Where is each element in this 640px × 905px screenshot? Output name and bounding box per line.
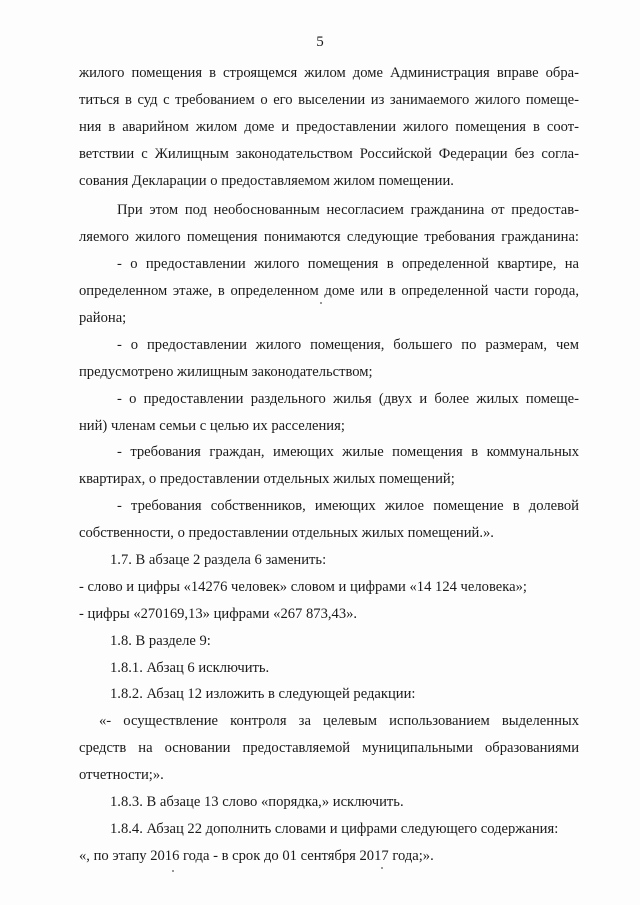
clause-line: - цифры «270169,13» цифрами «267 873,43».	[79, 605, 358, 622]
clause-line: 1.8.4. Абзац 22 дополнить словами и цифрами следующего содержания:	[110, 820, 559, 837]
list-item-line: - требования граждан, имеющих жилые помещения в коммунальных	[117, 444, 579, 461]
document-body	[79, 60, 579, 870]
clause-line: - слово и цифры «14276 человек» словом и цифрами «14 124 человека»;	[79, 578, 527, 595]
list-item-line: ний) членам семьи с целью их расселения;	[79, 417, 345, 434]
quote-line: отчетности;».	[79, 767, 164, 784]
paragraph-line: ляемого жилого помещения понимаются следующие требования гражданина:	[79, 229, 579, 246]
clause-line: 1.8.2. Абзац 12 изложить в следующей редакции:	[110, 686, 416, 703]
paragraph-line: ния в аварийном жилом доме и предоставлении жилого помещения в соот-	[79, 118, 579, 135]
paragraph-line: При этом под необоснованным несогласием гражданина от предостав-	[117, 202, 579, 219]
clause-line: 1.8.3. В абзаце 13 слово «порядка,» исключить.	[110, 794, 404, 811]
list-item-line: собственности, о предоставлении отдельных жилых помещений.».	[79, 525, 494, 542]
scan-speck	[172, 870, 174, 872]
scan-speck	[320, 302, 322, 304]
list-item-line: предусмотрено жилищным законодательством;	[79, 363, 373, 380]
scan-speck	[381, 867, 383, 869]
list-item-line: определенном этаже, в определенном доме или в определенной части города,	[79, 283, 579, 300]
clause-heading: 1.8. В разделе 9:	[110, 632, 211, 649]
clause-heading: 1.7. В абзаце 2 раздела 6 заменить:	[110, 552, 327, 569]
list-item-line: района;	[79, 310, 127, 327]
list-item-line: квартирах, о предоставлении отдельных жилых помещений;	[79, 471, 455, 488]
quote-line: средств на основании предоставляемой муниципальными образованиями	[79, 740, 579, 757]
list-item-line: - о предоставлении раздельного жилья (двух и более жилых помеще-	[117, 390, 579, 407]
list-item-line: - о предоставлении жилого помещения, большего по размерам, чем	[117, 336, 579, 353]
quote-line: «- осуществление контроля за целевым использованием выделенных	[99, 713, 579, 730]
paragraph-line: сования Декларации о предоставляемом жилом помещении.	[79, 172, 454, 189]
list-item-line: - требования собственников, имеющих жилое помещение в долевой	[117, 498, 579, 515]
clause-line: 1.8.1. Абзац 6 исключить.	[110, 659, 270, 676]
clause-line: «, по этапу 2016 года - в срок до 01 сентября 2017 года;».	[79, 847, 434, 864]
page-number: 5	[316, 34, 324, 50]
paragraph-line: ветствии с Жилищным законодательством Российской Федерации без согла-	[79, 145, 579, 162]
list-item-line: - о предоставлении жилого помещения в определенной квартире, на	[117, 256, 579, 273]
paragraph-line: жилого помещения в строящемся жилом доме Администрация вправе обра-	[79, 65, 579, 81]
paragraph-line: титься в суд с требованием о его выселении из занимаемого жилого помеще-	[79, 91, 579, 108]
